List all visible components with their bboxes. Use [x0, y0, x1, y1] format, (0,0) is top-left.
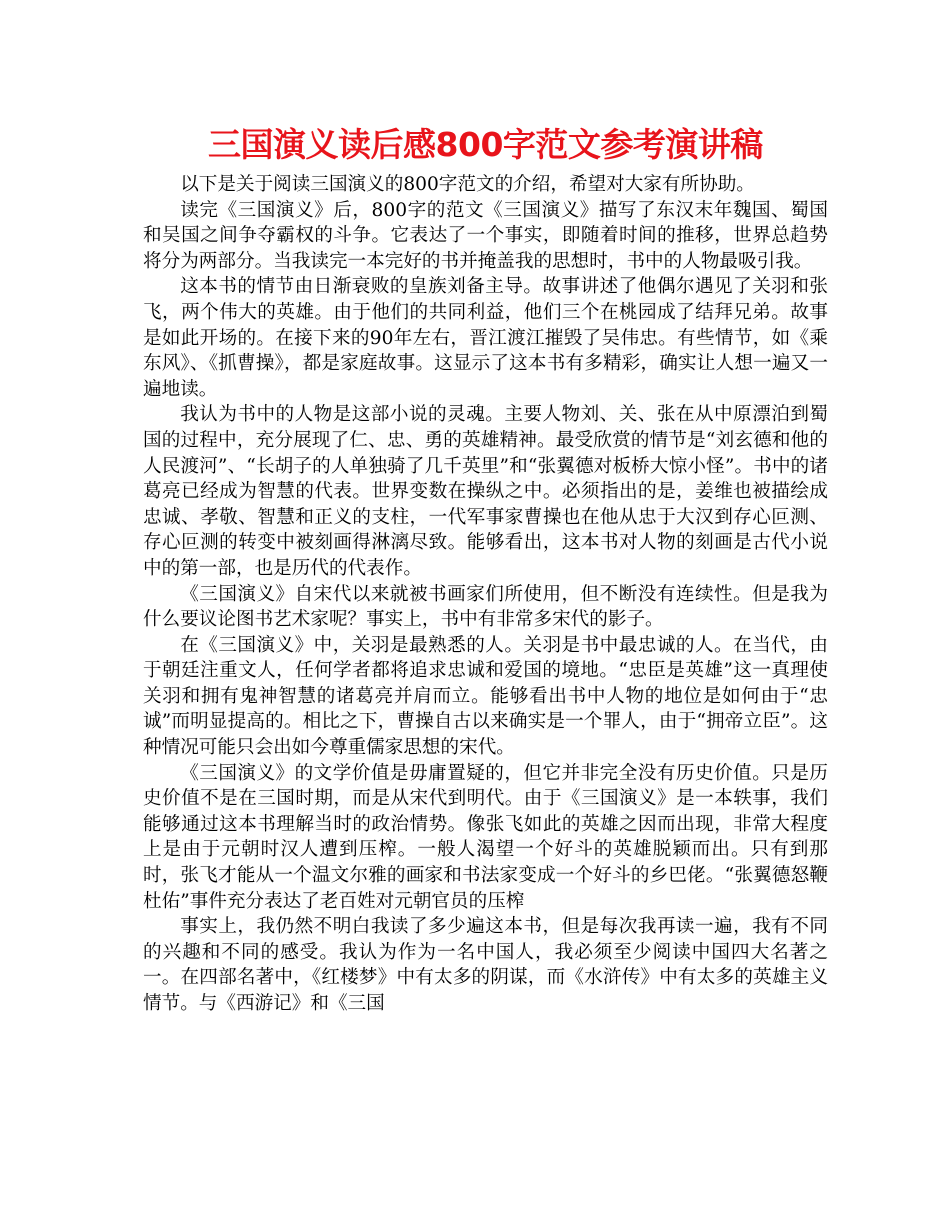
paragraph-book-summary: 读完《三国演义》后，800字的范文《三国演义》描写了东汉末年魏国、蜀国和吴国之间争夺霸权的斗争。它表达了一个事实，即随着时间的推移，世界总趋势将分为两部分。当我读完一本完好的书并掩盖我的思想时，书中的人物最吸引我。 [143, 199, 828, 272]
paragraph-guan-yu: 在《三国演义》中，关羽是最熟悉的人。关羽是书中最忠诚的人。在当代，由于朝廷注重文人，任何学者都将追求忠诚和爱国的境地。“忠臣是英雄”这一真理使关羽和拥有鬼神智慧的诸葛亮并肩而立。能够看出书中人物的地位是如何由于“忠诚”而明显提高的。相比之下，曹操自古以来确实是一个罪人，由于“拥帝立臣”。这种情况可能只会出如今尊重儒家思想的宋代。 [143, 634, 828, 759]
paragraph-plot: 这本书的情节由日渐衰败的皇族刘备主导。故事讲述了他偶尔遇见了关羽和张飞，两个伟大的英雄。由于他们的共同利益，他们三个在桃园成了结拜兄弟。故事是如此开场的。在接下来的90年左右，晋江渡江摧毁了吴伟忠。有些情节，如《乘东风》、《抓曹操》，都是家庭故事。这显示了这本书有多精彩，确实让人想一遍又一遍地读。 [143, 276, 828, 400]
paragraph-literary-value: 《三国演义》的文学价值是毋庸置疑的，但它并非完全没有历史价值。只是历史价值不是在三国时期，而是从宋代到明代。由于《三国演义》是一本轶事，我们能够通过这本书理解当时的政治情势。像张飞如此的英雄之因而出现，非常大程度上是由于元朝时汉人遭到压榨。一般人渴望一个好斗的英雄脱颖而出。只有到那时，张飞才能从一个温文尔雅的画家和书法家变成一个好斗的乡巴佬。“张翼德怒鞭杜佑”事件充分表达了老百姓对元朝官员的压榨 [143, 762, 828, 912]
document-page [143, 118, 828, 1017]
paragraph-characters: 我认为书中的人物是这部小说的灵魂。主要人物刘、关、张在从中原漂泊到蜀国的过程中，充分展现了仁、忠、勇的英雄精神。最受欣赏的情节是“刘玄德和他的人民渡河”、“长胡子的人单独骑了几千英里”和“张翼德对板桥大惊小怪”。书中的诸葛亮已经成为智慧的代表。世界变数在操纵之中。必须指出的是，姜维也被描绘成忠诚、孝敬、智慧和正义的支柱，一代军事家曹操也在他从忠于大汉到存心叵测、存心叵测的转变中被刻画得淋漓尽致。能够看出，这本书对人物的刻画是古代小说中的第一部，也是历代的代表作。 [143, 404, 828, 579]
paragraph-intro: 以下是关于阅读三国演义的800字范文的介绍，希望对大家有所协助。 [180, 174, 755, 195]
document-title: 三国演义读后感800字范文参考演讲稿 [208, 125, 763, 164]
paragraph-song-dynasty: 《三国演义》自宋代以来就被书画家们所使用，但不断没有连续性。但是我为什么要议论图书艺术家呢？事实上，书中有非常多宋代的影子。 [143, 583, 828, 631]
paragraph-reflection: 事实上，我仍然不明白我读了多少遍这本书，但是每次我再读一遍，我有不同的兴趣和不同的感受。我认为作为一名中国人，我必须至少阅读中国四大名著之一。在四部名著中，《红楼梦》中有太多的阴谋，而《水浒传》中有太多的英雄主义情节。与《西游记》和《三国 [143, 916, 828, 1014]
